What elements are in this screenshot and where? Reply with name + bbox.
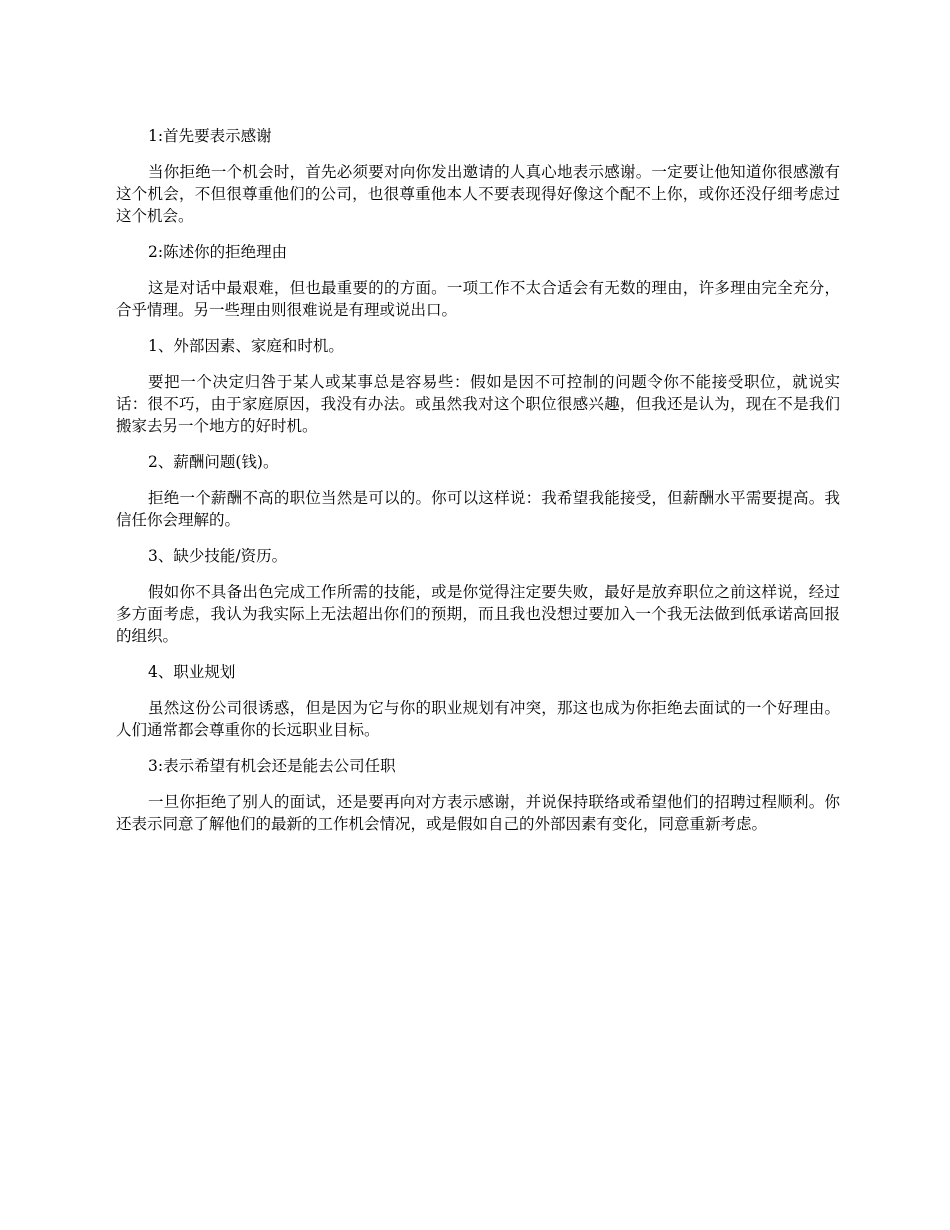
paragraph-skills: 假如你不具备出色完成工作所需的技能，或是你觉得注定要失败，最好是放弃职位之前这样说，经过多方面考虑，我认为我实际上无法超出你们的预期，而且我也没想过要加入一个我无法做到低承诺高回报的组织。 (116, 583, 840, 645)
section-heading-thanks: 1:首先要表示感谢 (148, 127, 272, 145)
paragraph-thanks: 当你拒绝一个机会时，首先必须要对向你发出邀请的人真心地表示感谢。一定要让他知道你很感激有这个机会，不但很尊重他们的公司，也很尊重他本人不要表现得好像这个配不上你，或你还没仔细考虑过这个机会。 (116, 163, 840, 225)
subheading-skills: 3、缺少技能/资历。 (148, 547, 288, 565)
section-heading-reasons: 2:陈述你的拒绝理由 (148, 243, 288, 261)
subheading-external-factors: 1、外部因素、家庭和时机。 (148, 337, 344, 355)
subheading-career-plan: 4、职业规划 (148, 663, 236, 681)
paragraph-external-factors: 要把一个决定归咎于某人或某事总是容易些：假如是因不可控制的问题令你不能接受职位，就说实话：很不巧，由于家庭原因，我没有办法。或虽然我对这个职位很感兴趣，但我还是认为，现在不是我们搬家去另一个地方的好时机。 (116, 373, 840, 435)
subheading-salary: 2、薪酬问题(钱)。 (148, 453, 279, 471)
paragraph-salary: 拒绝一个薪酬不高的职位当然是可以的。你可以这样说：我希望我能接受，但薪酬水平需要提高。我信任你会理解的。 (116, 489, 840, 529)
paragraph-future-opportunity: 一旦你拒绝了别人的面试，还是要再向对方表示感谢，并说保持联络或希望他们的招聘过程顺利。你还表示同意了解他们的最新的工作机会情况，或是假如自己的外部因素有变化，同意重新考虑。 (116, 793, 840, 833)
paragraph-reasons: 这是对话中最艰难，但也最重要的的方面。一项工作不太合适会有无数的理由，许多理由完全充分，合乎情理。另一些理由则很难说是有理或说出口。 (116, 279, 840, 319)
document-body (116, 124, 840, 848)
section-heading-future-opportunity: 3:表示希望有机会还是能去公司任职 (148, 757, 396, 775)
paragraph-career-plan: 虽然这份公司很诱惑，但是因为它与你的职业规划有冲突，那这也成为你拒绝去面试的一个好理由。人们通常都会尊重你的长远职业目标。 (116, 699, 840, 739)
